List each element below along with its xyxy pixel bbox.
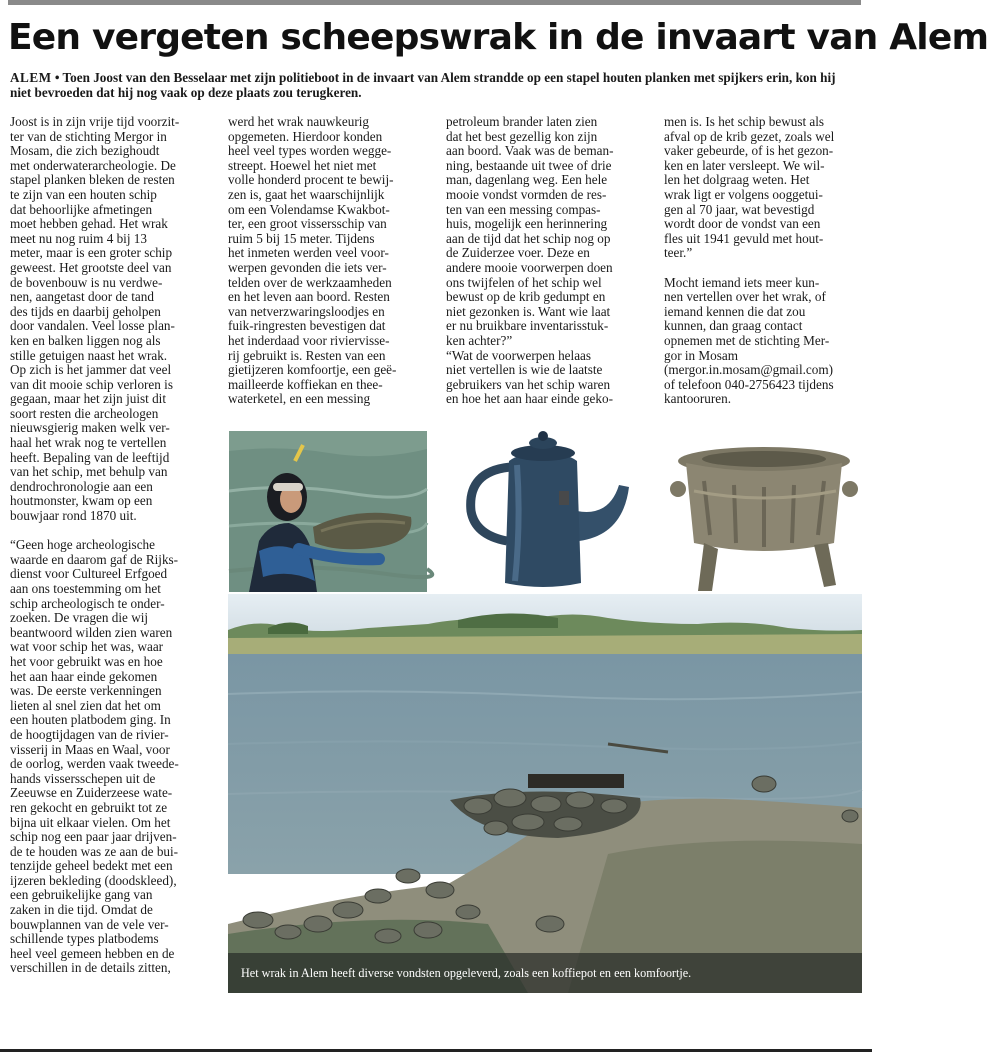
column-line: en het leven aan boord. Resten (228, 289, 390, 305)
column-line: bewust op de krib gedumpt en (446, 289, 606, 305)
column-line: fuik-ringresten bevestigen dat (228, 318, 386, 334)
column-line: meet nu nog ruim 4 bij 13 (10, 230, 147, 246)
column-line: Mocht iemand iets meer kun- (664, 274, 820, 290)
column-line: telden over de werkzaamheden (228, 274, 392, 290)
column-line: wordt door de vondst van een (664, 216, 821, 232)
column-line: de bovenbouw is nu verdwe- (10, 274, 163, 290)
dateline: ALEM (10, 70, 52, 85)
column-line: Mosam, die zich bezighoudt (10, 143, 160, 159)
column-line: ruim 5 bij 15 meter. Tijdens (228, 230, 375, 246)
column-line: lieten al snel zien dat het om (10, 697, 161, 713)
column-line: teer.” (664, 245, 693, 261)
column-line: ten van een messing compas- (446, 201, 601, 217)
column-line: heel veel gemeen hebben en de (10, 945, 175, 961)
column-line: het voor gebruikt was en hoe (10, 653, 163, 669)
column-line: man, dagenlang weg. Een hele (446, 172, 608, 188)
column-line: te zijn van een houten schip (10, 186, 157, 202)
column-line: of telefoon 040-2756423 tijdens (664, 376, 834, 392)
column-line: nen, aangetast door de tand (10, 289, 154, 305)
column-line: zoeken. De vragen die wij (10, 610, 149, 626)
column-line: zaken in die tijd. Omdat de (10, 902, 153, 918)
column-line: opgemeten. Hierdoor konden (228, 128, 383, 144)
column-line: wat voor schip het was, waar (10, 639, 164, 655)
column-line: nieuwsgierig maken welk ver- (10, 420, 170, 436)
column-line: “Wat de voorwerpen helaas (446, 347, 592, 363)
column-line: werpen gevonden die iets ver- (228, 259, 387, 275)
column-line: schillende types platbodems (10, 931, 159, 947)
column-line: nen vertellen over het wrak, of (664, 289, 826, 305)
column-line: het aan haar einde gekomen (10, 668, 158, 684)
column-line: hands vissersschepen uit de (10, 770, 156, 786)
column-line: verschillen in de details zitten, (10, 960, 171, 976)
column-line: was. De eerste verkenningen (10, 683, 162, 699)
column-line: werd het wrak nauwkeurig (228, 114, 369, 129)
column-line: schip archeologisch te onder- (10, 595, 165, 611)
column-line: en hoe het aan haar einde geko- (446, 391, 613, 407)
column-line: ning, bestaande uit twee of drie (446, 157, 612, 173)
column-line: afval op de krib gezet, zoals wel (664, 128, 835, 144)
column-line (664, 261, 864, 276)
column-line: niet vertellen is wie de laatste (446, 362, 603, 378)
column-line: geweest. Het grootste deel van (10, 259, 172, 275)
column-line: meter, maar is een groter schip (10, 245, 173, 261)
column-line: dendrochronologie aan een (10, 478, 153, 494)
article-column-1 (10, 115, 222, 976)
column-line: volle honderd procent te bewij- (228, 172, 394, 188)
column-line: moet hebben gehad. Het wrak (10, 216, 168, 232)
column-line: wrak ligt er volgens ooggetui- (664, 186, 823, 202)
column-line: de Zuiderzee voer. Deze en (446, 245, 590, 261)
column-line: kunnen, dan graag contact (664, 318, 803, 334)
column-line: Op zich is het jammer dat veel (10, 362, 172, 378)
column-line: mooie vondst vormden de res- (446, 186, 607, 202)
column-line: heel veel types worden wegge- (228, 143, 392, 159)
column-line: bijna uit elkaar vielen. Om het (10, 814, 171, 830)
column-line: stapel planken bleken de resten (10, 172, 175, 188)
column-line: beantwoord wilden zien waren (10, 624, 173, 640)
column-line: heeft. Bepaling van de leeftijd (10, 449, 170, 465)
stove-photo (664, 431, 864, 593)
shipwreck-river-photo (228, 594, 862, 993)
column-line: waarde en daarom gaf de Rijks- (10, 551, 179, 567)
column-line: ren gekocht en gebruikt tot ze (10, 799, 168, 815)
column-line: van netverzwaringsloodjes en (228, 303, 385, 319)
column-line: ons twijfelen of het schip wel (446, 274, 602, 290)
column-line: dat behoorlijke afmetingen (10, 201, 153, 217)
column-line: schip nog een paar jaar drijven- (10, 829, 177, 845)
column-line: ken achter?” (446, 332, 513, 348)
column-line: ken en balken liggen nog als (10, 332, 161, 348)
photo-caption: Het wrak in Alem heeft diverse vondsten opgeleverd, zoals een koffiepot en een komfoortje. (228, 953, 862, 993)
column-line: kantooruren. (664, 391, 732, 407)
article-column-2 (228, 115, 440, 407)
column-line: de oorlog, werden vaak tweede- (10, 756, 179, 772)
column-line: iemand kennen die dat zou (664, 303, 806, 319)
column-line: men is. Is het schip bewust als (664, 114, 825, 129)
column-line: de hoogtijdagen van de rivier- (10, 726, 169, 742)
column-line: zen is, gaat het waarschijnlijk (228, 186, 385, 202)
column-line: de te houden was ze aan de bui- (10, 843, 179, 859)
column-line: gietijzeren komfoortje, een geë- (228, 362, 397, 378)
column-line: niet gezonken is. Want wie laat (446, 303, 611, 319)
lead-text: Toen Joost van den Besselaar met zijn politieboot in de invaart van Alem strandde op een stapel houten planken met spijkers erin, kon hij niet bevroeden dat hij nog vaak op deze plaats zou terugkeren. (10, 70, 836, 100)
column-line: haal het wrak nog te vertellen (10, 435, 167, 451)
column-line: rij gebruikt is. Resten van een (228, 347, 386, 363)
article-column-3 (446, 115, 658, 407)
column-line: (mergor.in.mosam@gmail.com) (664, 362, 834, 378)
column-line: van het schip, met behulp van (10, 464, 168, 480)
column-line: een houten platbodem ging. In (10, 712, 171, 728)
article-lead (10, 70, 855, 100)
column-line: om een Volendamse Kwakbot- (228, 201, 390, 217)
column-line: Zeeuwse en Zuiderzeese wate- (10, 785, 173, 801)
column-line: bouwjaar rond 1870 uit. (10, 508, 137, 524)
column-line: des tijds en daarbij geholpen (10, 303, 161, 319)
column-line: ter van de stichting Mergor in (10, 128, 167, 144)
column-line: ijzeren bekleding (doodskleed), (10, 872, 177, 888)
column-line: aan ons toestemming om het (10, 581, 161, 596)
column-line: “Geen hoge archeologische (10, 537, 155, 553)
article-column-4 (664, 115, 864, 407)
column-line: met onderwaterarcheologie. De (10, 157, 176, 173)
lead-separator: • (51, 70, 63, 85)
coffeepot-photo (459, 431, 659, 593)
diver-photo (229, 431, 427, 592)
top-rule (8, 0, 861, 5)
column-line: ken en later versleept. We wil- (664, 157, 825, 173)
column-line: Joost is in zijn vrije tijd voorzit- (10, 114, 180, 129)
column-line: visserij in Maas en Waal, voor (10, 741, 170, 757)
column-line: door vandalen. Veel losse plan- (10, 318, 175, 334)
column-line: ter, een groot vissersschip van (228, 216, 387, 232)
column-line: een gebruikelijke gang van (10, 887, 153, 903)
column-line: gor in Mosam (664, 347, 738, 363)
column-line: dat het best gezellig kon zijn (446, 128, 598, 144)
column-line: waterketel, en een messing (228, 391, 371, 407)
column-line: mailleerde koffiekan en thee- (228, 376, 383, 392)
column-line: dienst voor Cultureel Erfgoed (10, 566, 168, 582)
column-line: andere mooie voorwerpen doen (446, 259, 613, 275)
column-line: gegaan, maar het zijn juist dit (10, 391, 167, 407)
column-line: tenzijde geheel bedekt met een (10, 858, 173, 874)
column-line: bouwplannen van de vele ver- (10, 916, 169, 932)
column-line: houtmonster, kwam op een (10, 493, 153, 509)
column-line: len het dolgraag weten. Het (664, 172, 810, 188)
column-line: gen al 70 jaar, wat bevestigd (664, 201, 815, 217)
column-line: opnemen met de stichting Mer- (664, 332, 830, 348)
column-line: er nu bruikbare inventarisstuk- (446, 318, 609, 334)
column-line: aan de tijd dat het schip nog op (446, 230, 611, 246)
column-line: vaker gebeurde, of is het gezon- (664, 143, 834, 159)
column-line: van dit mooie schip verloren is (10, 376, 173, 392)
column-line: gebruikers van het schip waren (446, 376, 611, 392)
article-headline: Een vergeten scheepswrak in de invaart van Alem (8, 17, 988, 58)
column-line: streept. Hoewel het niet met (228, 157, 377, 173)
column-line: petroleum brander laten zien (446, 114, 598, 129)
column-line: fles uit 1941 gevuld met hout- (664, 230, 824, 246)
column-line: het inmeten werden veel voor- (228, 245, 389, 261)
column-line: aan boord. Vaak was de beman- (446, 143, 614, 159)
column-line: het inderdaad voor riviervisse- (228, 332, 390, 348)
column-line: huis, mogelijk een herinnering (446, 216, 608, 232)
column-line: stille getuigen naast het wrak. (10, 347, 168, 363)
column-line: soort resten die archeologen (10, 405, 159, 421)
column-line (10, 524, 222, 539)
